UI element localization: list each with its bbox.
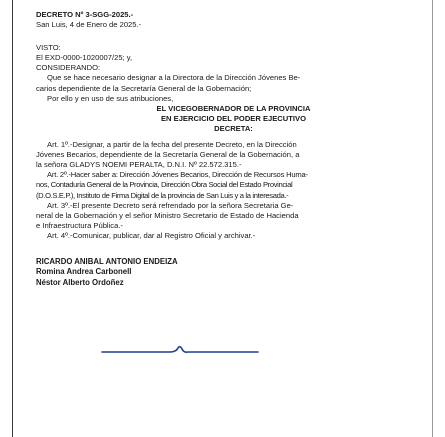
decreta-heading: DECRETA: [214,123,253,133]
article-2-line-2: nos, Contaduría General de la Provincia, Dirección Obra Social del Estado Provincial [36,180,293,190]
article-3-line-3: e Infraestructura Pública.- [36,220,123,230]
article-2-line-1: Art. 2º.-Hacer saber a: Dirección Jóvenes Becarios, Dirección de Recursos Huma- [47,170,308,180]
page-left-border [12,0,13,437]
article-1-line-2: Jóvenes Becarios, dependiente de la Secretaría General de la Gobernación, a [36,150,300,160]
signature-flourish-rule [100,344,260,356]
considerando-label: CONSIDERANDO: [36,63,101,73]
authority-subtitle: EN EJERCICIO DEL PODER EJECUTIVO [160,113,306,123]
decree-number: DECRETO Nº 3-SGG-2025.- [36,10,134,19]
considerando-text-line-1: Que se hace necesario designar a la Directora de la Dirección Jóvenes Be- [47,73,301,83]
signature-governor: RICARDO ANIBAL ANTONIO ENDEIZA [36,256,178,266]
article-1-line-1: Art. 1º.-Designar, a partir de la fecha del presente Decreto, en la Dirección [47,140,297,150]
article-3-line-1: Art. 3º.-El presente Decreto será refrendado por la señora Secretaria Ge- [47,200,294,210]
authority-title: EL VICEGOBERNADOR DE LA PROVINCIA [156,103,311,113]
visto-label: VISTO: [36,43,61,53]
place-date: San Luis, 4 de Enero de 2025.- [36,20,142,30]
article-2-line-3: (D.O.S.E.P.), Instituto de Firma Digital de la provincia de San Luis y a la interesada.- [36,190,289,200]
signature-secretary: Romina Andrea Carbonell [36,267,132,277]
article-4-line-1: Art. 4º.-Comunicar, publicar, dar al Registro Oficial y archivar.- [47,230,256,240]
page-right-border [432,0,433,437]
expediente-reference: El EXD-0000-1020007/25; y, [36,53,133,63]
article-1-line-3: la señora GLADYS NOEMI PERALTA, D.N.I. Nº 22.572.315.- [36,160,242,170]
signature-minister: Néstor Alberto Ordoñez [36,277,124,287]
considerando-text-line-2: carios dependiente de la Secretaría General de la Gobernación; [36,83,252,93]
attributions-text: Por ello y en uso de sus atribuciones, [47,93,174,103]
decree-text [36,10,431,288]
article-3-line-2: neral de la Gobernación y el señor Ministro Secretario de Estado de Hacienda [36,210,299,220]
